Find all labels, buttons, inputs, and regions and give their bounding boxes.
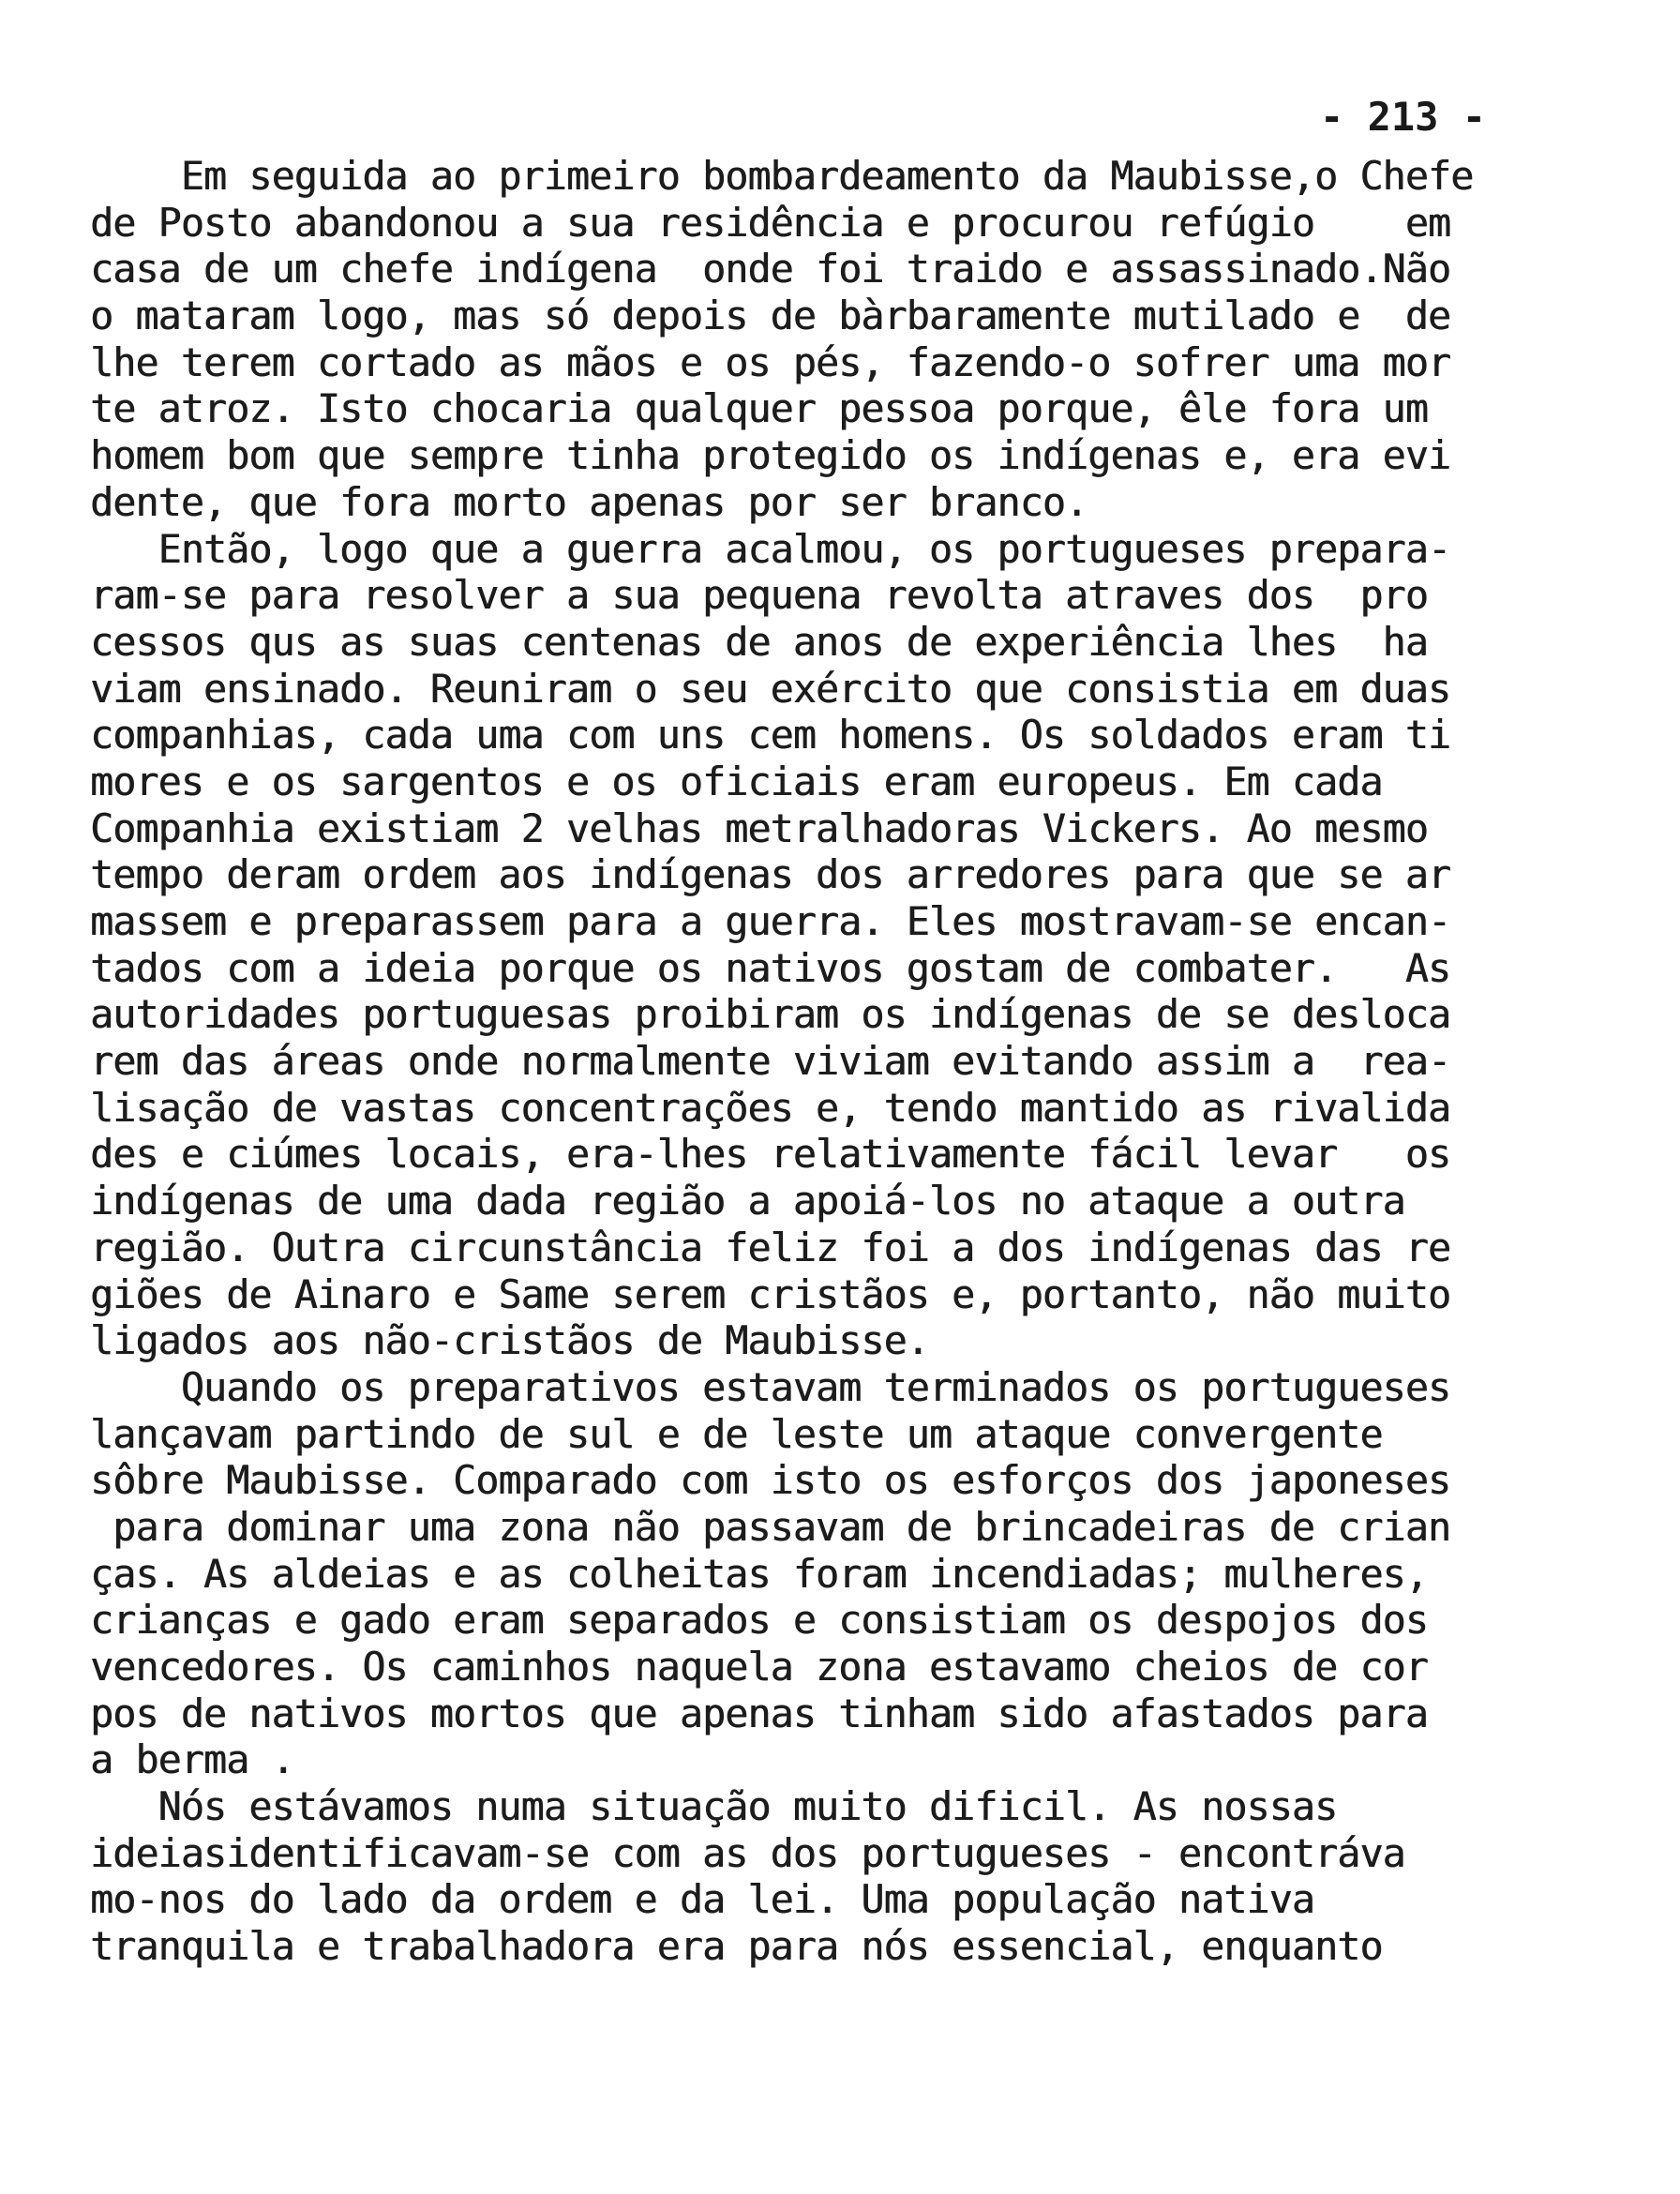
text-line: indígenas de uma dada região a apoiá-los no ataque a outra	[90, 1178, 1405, 1225]
text-line: tempo deram ordem aos indígenas dos arredores para que se ar	[90, 851, 1451, 898]
text-line: lançavam partindo de sul e de leste um ataque convergente	[90, 1410, 1383, 1457]
text-line: ligados aos não-cristãos de Maubisse.	[90, 1317, 929, 1364]
text-line: para dominar uma zona não passavam de brincadeiras de crian	[90, 1503, 1451, 1550]
text-line: giões de Ainaro e Same serem cristãos e, portanto, não muito	[90, 1270, 1451, 1317]
text-line: lisação de vastas concentrações e, tendo mantido as rivalida	[90, 1084, 1451, 1131]
text-line: Então, logo que a guerra acalmou, os portugueses prepara-	[90, 525, 1451, 572]
page-number: - 213 -	[1320, 94, 1487, 140]
text-line: Companhia existiam 2 velhas metralhadoras Vickers. Ao mesmo	[90, 804, 1428, 851]
text-line: o mataram logo, mas só depois de bàrbaramente mutilado e de	[90, 293, 1451, 339]
text-line: casa de um chefe indígena onde foi traido e assassinado.Não	[90, 246, 1451, 293]
text-line: de Posto abandonou a sua residência e procurou refúgio em	[90, 199, 1451, 246]
text-line: região. Outra circunstância feliz foi a dos indígenas das re	[90, 1224, 1451, 1270]
text-line: massem e preparassem para a guerra. Eles mostravam-se encan-	[90, 898, 1451, 944]
text-line: tados com a ideia porque os nativos gostam de combater. As	[90, 944, 1451, 991]
text-line: rem das áreas onde normalmente viviam evitando assim a rea-	[90, 1038, 1451, 1085]
text-line: a berma .	[90, 1736, 294, 1783]
text-line: pos de nativos mortos que apenas tinham sido afastados para	[90, 1690, 1428, 1736]
text-line: ram-se para resolver a sua pequena revolta atraves dos pro	[90, 572, 1428, 619]
text-line: Nós estávamos numa situação muito dificil. As nossas	[90, 1783, 1338, 1830]
text-line: des e ciúmes locais, era-lhes relativamente fácil levar os	[90, 1131, 1451, 1178]
text-line: tranquila e trabalhadora era para nós essencial, enquanto	[90, 1923, 1383, 1970]
text-line: companhias, cada uma com uns cem homens. Os soldados eram ti	[90, 712, 1451, 759]
text-line: cessos qus as suas centenas de anos de experiência lhes ha	[90, 618, 1428, 665]
text-line: ças. As aldeias e as colheitas foram incendiadas; mulheres,	[90, 1550, 1428, 1597]
text-line: lhe terem cortado as mãos e os pés, fazendo-o sofrer uma mor	[90, 338, 1451, 385]
body-text	[90, 153, 1609, 1970]
text-line: ideiasidentificavam-se com as dos portugueses - encontráva	[90, 1829, 1405, 1876]
text-line: Em seguida ao primeiro bombardeamento da Maubisse,o Chefe	[90, 153, 1474, 199]
text-line: viam ensinado. Reuniram o seu exército que consistia em duas	[90, 665, 1451, 712]
text-line: dente, que fora morto apenas por ser branco.	[90, 478, 1088, 525]
text-line: homem bom que sempre tinha protegido os indígenas e, era evi	[90, 432, 1451, 479]
text-line: autoridades portuguesas proibiram os indígenas de se desloca	[90, 991, 1451, 1038]
text-line: Quando os preparativos estavam terminados os portugueses	[90, 1363, 1451, 1410]
text-line: mo-nos do lado da ordem e da lei. Uma população nativa	[90, 1876, 1314, 1923]
text-line: vencedores. Os caminhos naquela zona estavamo cheios de cor	[90, 1644, 1428, 1690]
text-line: mores e os sargentos e os oficiais eram europeus. Em cada	[90, 758, 1383, 804]
text-line: sôbre Maubisse. Comparado com isto os esforços dos japoneses	[90, 1457, 1451, 1504]
text-line: crianças e gado eram separados e consistiam os despojos dos	[90, 1597, 1428, 1644]
text-line: te atroz. Isto chocaria qualquer pessoa porque, êle fora um	[90, 385, 1428, 432]
